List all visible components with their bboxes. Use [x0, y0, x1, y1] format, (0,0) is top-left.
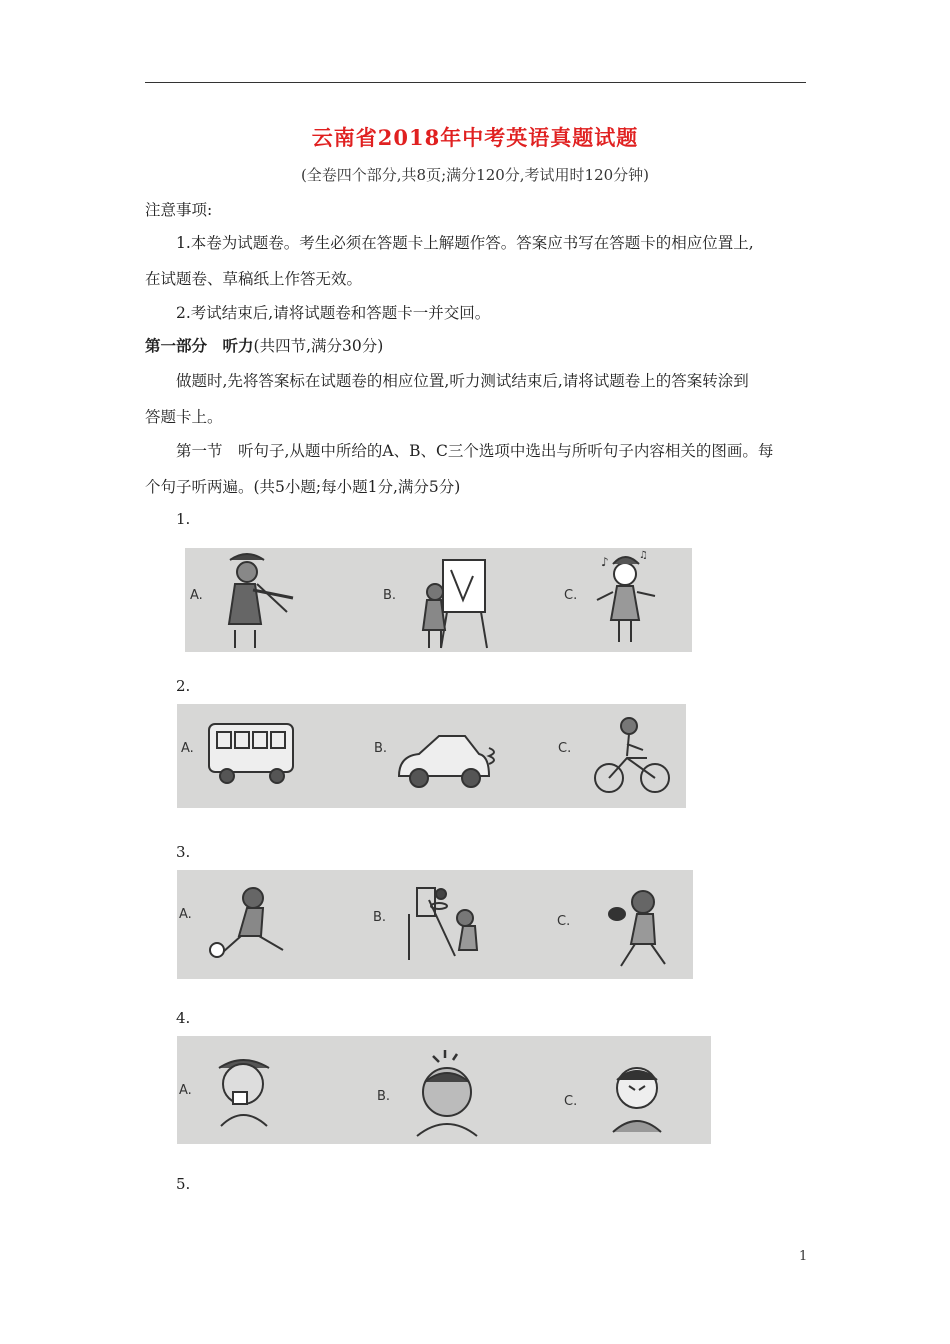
- exam-title: 云南省2018年中考英语真题试题: [311, 125, 639, 150]
- option-c-label: C.: [564, 1094, 578, 1109]
- option-b-label: B.: [383, 588, 397, 603]
- question-5-number: 5.: [176, 1175, 191, 1193]
- headache-man-illustration: [417, 1050, 477, 1136]
- basketball-hoop-illustration: [409, 888, 477, 960]
- coughing-boy-illustration: [219, 1060, 269, 1126]
- part1-heading-row: [145, 334, 383, 356]
- bus-illustration: [209, 724, 293, 783]
- question-1-number: 1.: [176, 510, 191, 528]
- option-b-label: B.: [377, 1089, 391, 1104]
- question-3-picture: [177, 870, 693, 979]
- svg-text:♪: ♪: [601, 555, 609, 569]
- question-2-drawings: [177, 704, 686, 808]
- part1-heading: 第一部分 听力: [145, 336, 254, 355]
- option-a-label: A.: [190, 588, 203, 603]
- question-1-picture: [185, 548, 692, 652]
- option-b-label: B.: [373, 910, 387, 925]
- option-c-label: C.: [558, 741, 572, 756]
- question-2-picture: [177, 704, 686, 808]
- girl-singing-illustration: [597, 550, 655, 642]
- question-4-number: 4.: [176, 1009, 191, 1027]
- option-a-label: A.: [181, 741, 194, 756]
- crying-boy-illustration: [613, 1068, 661, 1132]
- notes-heading: 注意事项:: [145, 201, 213, 219]
- question-4-picture: [177, 1036, 711, 1144]
- girl-violin-illustration: [229, 554, 293, 648]
- section1-instruction-line-1: 第一节 听句子,从题中所给的A、B、C三个选项中选出与所听句子内容相关的图画。每: [176, 442, 774, 460]
- girl-painting-illustration: [423, 560, 487, 648]
- exam-subtitle: (全卷四个部分,共8页;满分120分,考试用时120分钟): [300, 166, 650, 184]
- header-rule: [145, 82, 806, 83]
- svg-text:♫: ♫: [639, 550, 648, 561]
- part1-instruction-line-2: 答题卡上。: [145, 408, 223, 426]
- option-a-label: A.: [179, 907, 192, 922]
- car-illustration: [399, 736, 494, 787]
- option-c-label: C.: [564, 588, 578, 603]
- option-a-label: A.: [179, 1083, 192, 1098]
- option-b-label: B.: [374, 741, 388, 756]
- question-2-number: 2.: [176, 677, 191, 695]
- option-c-label: C.: [557, 914, 571, 929]
- note-item-1-line-1: 1.本卷为试题卷。考生必须在答题卡上解题作答。答案应书写在答题卡的相应位置上,: [176, 234, 754, 252]
- boy-ping-pong-illustration: [609, 891, 665, 966]
- note-item-1-line-2: 在试题卷、草稿纸上作答无效。: [145, 270, 363, 288]
- part1-instruction-line-1: 做题时,先将答案标在试题卷的相应位置,听力测试结束后,请将试题卷上的答案转涂到: [176, 372, 749, 390]
- page-number: 1: [799, 1249, 808, 1264]
- bicycle-illustration: [595, 718, 669, 792]
- question-3-number: 3.: [176, 843, 191, 861]
- question-4-drawings: [177, 1036, 711, 1144]
- question-3-drawings: [177, 870, 693, 979]
- boy-football-illustration: [210, 888, 283, 957]
- section1-instruction-line-2: 个句子听两遍。(共5小题;每小题1分,满分5分): [145, 478, 461, 496]
- part1-heading-note: (共四节,满分30分): [253, 337, 384, 355]
- question-1-drawings: [185, 548, 692, 652]
- note-item-2: 2.考试结束后,请将试题卷和答题卡一并交回。: [176, 304, 491, 322]
